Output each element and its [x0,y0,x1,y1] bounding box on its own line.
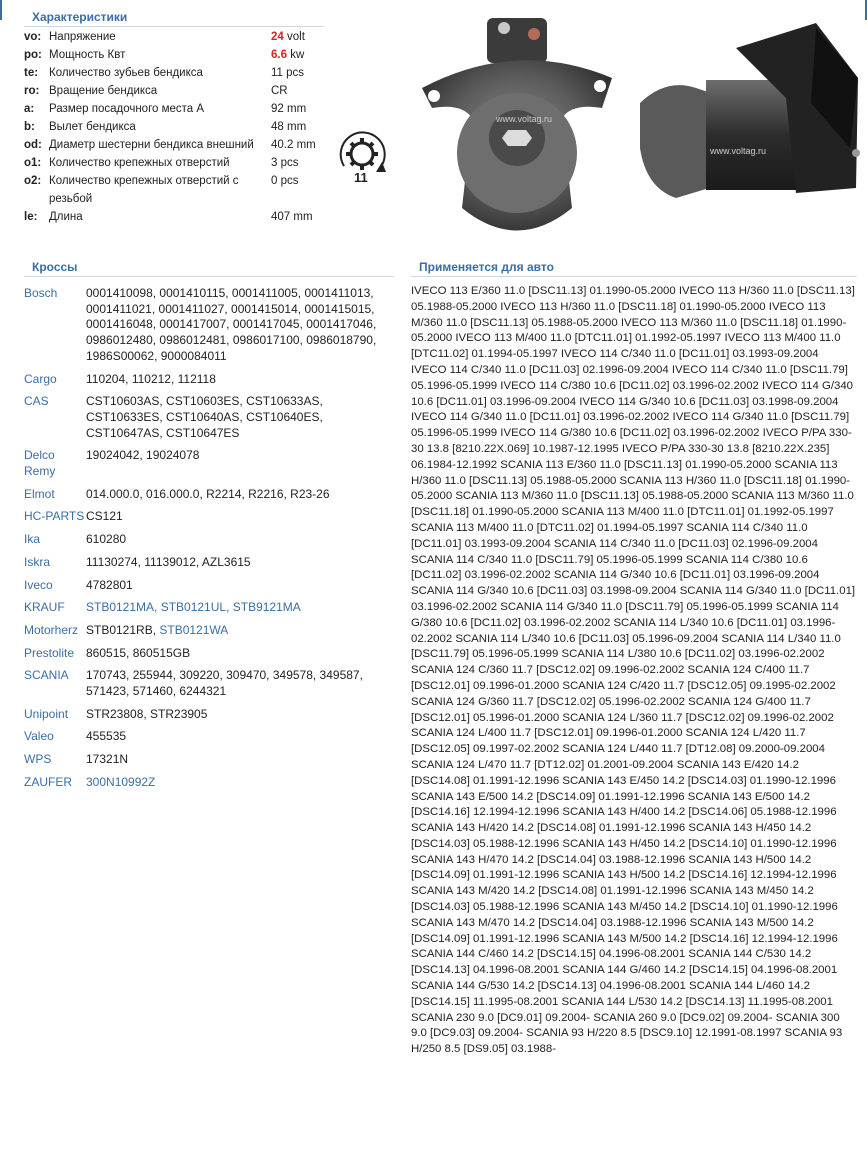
cross-codes-cell [86,509,394,525]
cross-codes: 860515, 860515GB [86,645,191,660]
spec-row [24,100,324,118]
spec-row [24,136,324,154]
applications-title: Применяется для авто [419,260,554,274]
cross-codes: CS121 [86,509,123,524]
spec-label: Вращение бендикса [49,85,158,97]
cross-brand[interactable]: Prestolite [24,645,75,660]
spec-value [271,136,324,154]
cross-codes-cell [86,668,394,699]
cross-brand[interactable]: Elmot [24,486,55,501]
spec-value [271,46,324,64]
spec-row [24,82,324,100]
crosses-divider [24,276,394,277]
cross-codes: 0001410098, 0001410115, 0001411005, 0001411013, 0001411021, 0001411027, 0001415014, 0001415015, 0001416048, 0001417007, 0001417045, 0001417046, 0986012480, 0986012481, 0986017100, 0986018790, 1986S00062, 9000084011 [86,286,377,363]
spec-value-number: 40.2 mm [271,139,316,151]
cross-row [24,372,394,388]
cross-codes-cell [86,532,394,548]
cross-codes: 11130274, 11139012, AZL3615 [86,554,251,569]
spec-value [271,154,324,172]
cross-codes-cell [86,372,394,388]
spec-value-number: 0 pcs [271,175,299,187]
cross-codes-cell [86,487,394,503]
cross-brand[interactable]: SCANIA [24,668,69,683]
spec-value-number: 6.6 [271,49,287,61]
cross-row [24,668,394,699]
spec-key: ro: [24,85,40,97]
cross-brand[interactable]: Bosch [24,286,58,300]
spec-row [24,208,324,226]
spec-label: Количество зубьев бендикса [49,67,203,79]
cross-codes-cell [86,600,394,616]
cross-brand[interactable]: WPS [24,752,52,767]
spec-value-number: 48 mm [271,121,307,133]
cross-codes-cell [86,555,394,571]
starter-side-image [636,8,864,208]
cross-codes-cell [86,646,394,662]
cross-row [24,646,394,662]
cross-brand[interactable]: ZAUFER [24,774,72,789]
spec-label: Количество крепежных отверстий [49,157,230,169]
cross-codes: 4782801 [86,577,133,592]
spec-label: Количество крепежных отверстий с резьбой [49,175,239,205]
spec-label: Вылет бендикса [49,121,136,133]
cross-codes: 014.000.0, 016.000.0, R2214, R2216, R23-26 [86,486,330,501]
teeth-count: 11 [354,170,368,185]
cross-row [24,509,394,525]
spec-label: Мощность Квт [49,49,126,61]
cross-codes: 17321N [86,752,129,767]
spec-row [24,64,324,82]
spec-value [271,100,324,118]
cross-codes-cell [86,729,394,745]
spec-value-number: 24 [271,31,284,43]
cross-codes: 455535 [86,729,127,744]
cross-codes[interactable]: STB0121MA, STB0121UL, STB9121MA [86,600,301,615]
spec-value [271,172,324,208]
spec-key: le: [24,211,38,223]
cross-codes-cell [86,623,394,639]
cross-codes-cell [86,286,394,365]
cross-row [24,775,394,791]
cross-codes-cell [86,448,394,479]
spec-key: o1: [24,157,42,169]
cross-codes-cell [86,752,394,768]
spec-row [24,172,324,208]
spec-value-number: 11 pcs [271,67,305,79]
cross-codes: 19024042, 19024078 [86,448,200,463]
left-edge-marker [0,0,2,20]
spec-value-number: 407 mm [271,211,313,223]
spec-row [24,28,324,46]
spec-value-number: CR [271,85,288,97]
cross-brand[interactable]: Ika [24,532,41,547]
cross-row [24,623,394,639]
cross-row [24,578,394,594]
spec-label: Диаметр шестерни бендикса внешний [49,139,254,151]
cross-row [24,487,394,503]
spec-value-unit: kw [287,49,305,61]
cross-brand[interactable]: Motorherz [24,622,79,637]
specs-divider [24,26,324,27]
cross-brand[interactable]: Unipoint [24,706,69,721]
cross-codes-cell [86,578,394,594]
cross-codes: 110204, 110212, 112118 [86,371,216,386]
cross-brand[interactable]: HC-PARTS [24,509,85,524]
cross-codes-cell [86,394,394,441]
spec-row [24,46,324,64]
spec-key: a: [24,103,35,115]
spec-key: od: [24,139,42,151]
cross-codes-cell [86,775,394,791]
spec-key: te: [24,67,39,79]
cross-row [24,532,394,548]
cross-codes: 170743, 255944, 309220, 309470, 349578, 349587, 571423, 571460, 6244321 [86,668,363,699]
specs-title: Характеристики [32,10,128,24]
cross-codes: CST10603AS, CST10603ES, CST10633AS, CST10633ES, CST10640AS, CST10640ES, CST10647AS, CST10647ES [86,394,323,440]
cross-row [24,729,394,745]
spec-value [271,28,324,46]
spec-key: b: [24,121,35,133]
cross-codes: STB0121RB, [86,622,160,637]
spec-key: o2: [24,175,42,187]
cross-row [24,394,394,441]
cross-brand[interactable]: Iveco [24,577,53,592]
spec-value [271,118,324,136]
cross-row [24,752,394,768]
cross-codes-cell [86,707,394,723]
cross-codes: 610280 [86,532,127,547]
spec-label: Напряжение [49,31,116,43]
spec-label: Размер посадочного места А [49,103,205,115]
spec-value [271,64,324,82]
cross-row [24,448,394,479]
spec-row [24,154,324,172]
spec-value-number: 92 mm [271,103,307,115]
cross-brand[interactable]: KRAUF [24,600,65,615]
cross-brand[interactable]: Iskra [24,554,51,569]
applications-text: IVECO 113 E/360 11.0 [DSC11.13] 01.1990-05.2000 IVECO 113 H/360 11.0 [DSC11.13] 05.1988-05.2000 IVECO 113 H/360 11.0 [DSC11.18] 01.1990-05.2000 IVECO 113 M/360 11.0 [DSC11.13] 05.1988-05.2000 IVECO 113 M/360 11.0 [DSC11.18] 01.1990-05.2000 IVECO 113 M/400 11.0 [DTC11.01] 01.1992-05.1997 IVECO 113 M/400 11.0 [DTC11.02] 01.1994-05.1997 IVECO 114 C/340 11.0 [DC11.01] 03.1993-09.2004 IVECO 114 C/340 11.0 [DC11.03] 02.1996-09.2004 IVECO 114 C/340 11.0 [DSC11.79] 05.1996-05.1999 IVECO 114 C/380 10.6 [DC11.02] 03.1996-02.2002 IVECO 114 G/340 10.6 [DC11.01] 03.1996-09.2004 IVECO 114 G/340 10.6 [DC11.03] 03.1998-09.2004 IVECO 114 G/340 11.0 [DC11.01] 03.1996-02.2002 IVECO 114 G/340 11.0 [DSC11.79] 05.1996-05.1999 IVECO 114 G/380 10.6 [DC11.02] 03.1996-02.2002 IVECO P/PA 330-30 13.8 [8210.22X.069] 10.1987-12.1995 IVECO P/PA 330-30 13.8 [8210.22X.235] 06.1984-12.1992 SCANIA 113 E/360 11.0 [DSC11.13] 01.1990-05.2000 SCANIA 113 H/360 11.0 [DSC11.13] 05.1988-05.2000 SCANIA 113 H/360 11.0 [DSC11.18] 01.1990-05.2000 SCANIA 113 M/360 11.0 [DSC11.13] 05.1988-05.2000 SCANIA 113 M/360 11.0 [DSC11.18] 01.1990-05.2000 SCANIA 113 M/400 11.0 [DTC11.01] 01.1992-05.1997 SCANIA 113 M/400 11.0 [DTC11.02] 01.1994-05.1997 SCANIA 114 C/340 11.0 [DC11.01] 03.1993-09.2004 SCANIA 114 C/340 11.0 [DC11.03] 02.1996-09.2004 SCANIA 114 C/340 11.0 [DSC11.79] 05.1996-05.1999 SCANIA 114 C/380 10.6 [DC11.02] 03.1996-02.2002 SCANIA 114 G/340 10.6 [DC11.01] 03.1996-09.2004 SCANIA 114 G/340 10.6 [DC11.03] 03.1998-09.2004 SCANIA 114 G/340 11.0 [DC11.01] 03.1996-02.2002 SCANIA 114 G/340 11.0 [DSC11.79] 05.1996-05.1999 SCANIA 114 G/380 10.6 [DC11.02] 03.1996-02.2002 SCANIA 114 L/340 10.6 [DC11.01] 03.1996-02.2002 SCANIA 114 L/340 10.6 [DC11.03] 05.1996-09.2004 SCANIA 114 L/340 11.0 [DSC11.79] 05.1996-05.1999 SCANIA 114 L/380 10.6 [DC11.02] 03.1996-02.2002 SCANIA 124 C/360 11.7 [DSC12.02] 09.1996-02.2002 SCANIA 124 C/400 11.7 [DSC12.01] 09.1996-01.2000 SCANIA 124 C/420 11.7 [DSC12.05] 09.1995-02.2002 SCANIA 124 G/360 11.7 [DSC12.02] 05.1996-02.2002 SCANIA 124 G/400 11.7 [DSC12.01] 05.1996-01.2000 SCANIA 124 L/360 11.7 [DSC12.02] 09.1996-02.2002 SCANIA 124 L/400 11.7 [DSC12.01] 09.1996-01.2000 SCANIA 124 L/420 11.7 [DSC12.05] 09.1997-02.2002 SCANIA 124 L/440 11.7 [DT12.08] 09.2000-09.2004 SCANIA 124 L/470 11.7 [DT12.02] 01.2001-09.2004 SCANIA 143 E/420 14.2 [DSC14.08] 01.1991-12.1996 SCANIA 143 E/450 14.2 [DSC14.03] 01.1990-12.1996 SCANIA 143 E/500 14.2 [DSC14.09] 01.1991-12.1996 SCANIA 143 E/500 14.2 [DSC14.16] 12.1994-12.1996 SCANIA 143 H/400 14.2 [DSC14.06] 05.1988-12.1996 SCANIA 143 H/420 14.2 [DSC14.08] 01.1991-12.1996 SCANIA 143 H/450 14.2 [DSC14.03] 05.1988-12.1996 SCANIA 143 H/450 14.2 [DSC14.10] 01.1990-12.1996 SCANIA 143 H/470 14.2 [DSC14.04] 03.1988-12.1996 SCANIA 143 H/500 14.2 [DSC14.09] 01.1991-12.1996 SCANIA 143 H/500 14.2 [DSC14.16] 12.1994-12.1996 SCANIA 143 M/420 14.2 [DSC14.08] 01.1991-12.1996 SCANIA 143 M/450 14.2 [DSC14.03] 05.1988-12.1996 SCANIA 143 M/450 14.2 [DSC14.10] 01.1990-12.1996 SCANIA 143 M/470 14.2 [DSC14.04] 03.1988-12.1996 SCANIA 143 M/500 14.2 [DSC14.09] 01.1991-12.1996 SCANIA 143 M/500 14.2 [DSC14.16] 12.1994-12.1996 SCANIA 144 C/460 14.2 [DSC14.15] 04.1996-08.2001 SCANIA 144 C/530 14.2 [DSC14.13] 04.1996-08.2001 SCANIA 144 G/460 14.2 [DSC14.15] 04.1996-08.2001 SCANIA 144 G/530 14.2 [DSC14.13] 04.1996-08.2001 SCANIA 144 L/460 14.2 [DSC14.15] 11.1995-08.2001 SCANIA 144 L/530 14.2 [DSC14.13] 11.1995-08.2001 SCANIA 230 9.0 [DC9.01] 09.2004- SCANIA 260 9.0 [DC9.02] 09.2004- SCANIA 300 9.0 [DC9.03] 09.2004- SCANIA 93 H/220 8.5 [DSC9.10] 12.1991-08.1997 SCANIA 93 H/250 8.5 [DS9.05] 03.1988- [411,285,856,1056]
cross-brand[interactable]: Cargo [24,371,57,386]
crosses-title: Кроссы [32,260,78,274]
cross-brand[interactable]: CAS [24,394,49,409]
cross-row [24,707,394,723]
starter-front-image [412,8,622,250]
cross-row [24,600,394,616]
spec-value-number: 3 pcs [271,157,299,169]
watermark-side: www.voltag.ru [710,146,767,156]
cross-codes: STR23808, STR23905 [86,706,208,721]
cross-code-link[interactable]: STB0121WA [159,622,229,637]
watermark-front: www.voltag.ru [496,114,553,124]
cross-codes[interactable]: 300N10992Z [86,774,156,789]
cross-row [24,555,394,571]
spec-label: Длина [49,211,83,223]
spec-value-unit: volt [283,31,305,43]
spec-value [271,208,324,226]
cross-brand[interactable]: Delco Remy [24,448,56,479]
spec-key: vo: [24,31,42,43]
cross-brand[interactable]: Valeo [24,729,54,744]
specs-table [24,28,324,226]
crosses-list [24,286,394,798]
spec-key: po: [24,49,42,61]
spec-row [24,118,324,136]
spec-value [271,82,324,100]
cross-row [24,286,394,365]
applications-divider [411,276,857,277]
